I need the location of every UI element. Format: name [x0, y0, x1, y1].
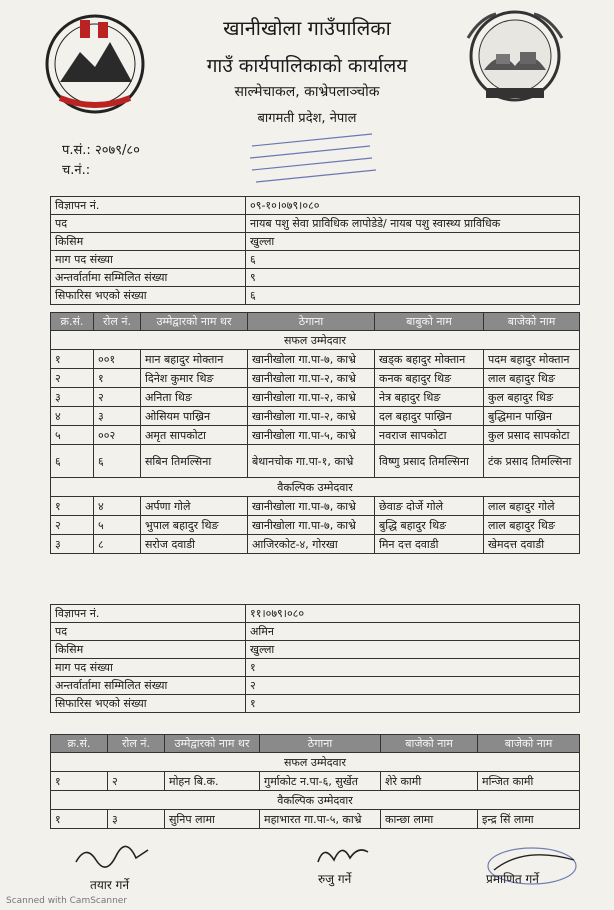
info-value: १ — [246, 659, 580, 677]
table-row — [51, 810, 580, 829]
info-row — [51, 695, 580, 713]
section-title: सफल उम्मेदवार — [51, 753, 580, 772]
cell: बुद्धिमान पाख्रिन — [484, 407, 580, 426]
info-label: सिफारिस भएको संख्या — [51, 287, 246, 305]
table-row — [51, 445, 580, 478]
cell: भुपाल बहादुर थिङ — [141, 516, 248, 535]
cell: लाल बहादुर थिङ — [484, 516, 580, 535]
info-value: १ — [246, 695, 580, 713]
cell: ६ — [51, 445, 94, 478]
info-row — [51, 215, 580, 233]
info-row — [51, 287, 580, 305]
cell: खानीखोला गा.पा-२, काभ्रे — [248, 388, 375, 407]
info-row — [51, 623, 580, 641]
cell: १ — [51, 497, 94, 516]
section-row — [51, 331, 580, 350]
info-value: ९ — [246, 269, 580, 287]
cell: आजिरकोट-४, गोरखा — [248, 535, 375, 554]
cell: १ — [51, 810, 108, 829]
section-title: वैकल्पिक उम्मेदवार — [51, 791, 580, 810]
dispatch-number: च.नं.: — [62, 163, 91, 178]
cell: ३ — [94, 407, 141, 426]
table-row — [51, 350, 580, 369]
office-stamp-icon — [242, 128, 382, 192]
notice-1-candidates-table — [50, 312, 580, 554]
col-header: ठेगाना — [248, 313, 375, 331]
info-label: विज्ञापन नं. — [51, 605, 246, 623]
col-header: क्र.सं. — [51, 735, 108, 753]
info-row — [51, 659, 580, 677]
info-label: माग पद संख्या — [51, 659, 246, 677]
col-header: रोल नं. — [108, 735, 165, 753]
info-label: पद — [51, 623, 246, 641]
cell: लाल बहादुर गोले — [484, 497, 580, 516]
col-header: बाजेको नाम — [484, 313, 580, 331]
info-value: २ — [246, 677, 580, 695]
cell: २ — [51, 369, 94, 388]
section-title: सफल उम्मेदवार — [51, 331, 580, 350]
table-row — [51, 369, 580, 388]
cell: अर्पणा गोले — [141, 497, 248, 516]
table-row — [51, 426, 580, 445]
info-row — [51, 197, 580, 215]
cell: ५ — [94, 516, 141, 535]
cell: गुर्माकोट न.पा-६, सुर्खेत — [260, 772, 381, 791]
cell: ००१ — [94, 350, 141, 369]
col-header: उम्मेद्वारको नाम थर — [141, 313, 248, 331]
info-label: अन्तर्वार्तामा सम्मिलित संख्या — [51, 677, 246, 695]
header-province: बागमती प्रदेश, नेपाल — [257, 111, 357, 126]
cell: लाल बहादुर थिङ — [484, 369, 580, 388]
section-row — [51, 791, 580, 810]
info-value: ०९-१०।०७९।०८० — [246, 197, 580, 215]
cell: मोहन बि.क. — [165, 772, 260, 791]
info-value: खुल्ला — [246, 641, 580, 659]
cell: कुल प्रसाद सापकोटा — [484, 426, 580, 445]
cell: २ — [108, 772, 165, 791]
ref-number: प.सं.: २०७९/८० — [62, 143, 140, 158]
col-header: क्र.सं. — [51, 313, 94, 331]
cell: ३ — [51, 388, 94, 407]
cell: मान बहादुर मोक्तान — [141, 350, 248, 369]
cell: कुल बहादुर थिङ — [484, 388, 580, 407]
info-value: ६ — [246, 251, 580, 269]
cell: बेथानचोक गा.पा-१, काभ्रे — [248, 445, 375, 478]
cell: १ — [51, 350, 94, 369]
section-row — [51, 753, 580, 772]
cell: ४ — [51, 407, 94, 426]
col-header: बाजेको नाम — [381, 735, 478, 753]
section-title: वैकल्पिक उम्मेदवार — [51, 478, 580, 497]
col-header: बाबुको नाम — [375, 313, 484, 331]
info-row — [51, 251, 580, 269]
cell: खानीखोला गा.पा-७, काभ्रे — [248, 516, 375, 535]
col-header: रोल नं. — [94, 313, 141, 331]
cell: मिन दत्त दवाडी — [375, 535, 484, 554]
cell: खानीखोला गा.पा-७, काभ्रे — [248, 350, 375, 369]
table-row — [51, 388, 580, 407]
notice-2-candidates-table — [50, 734, 580, 829]
checked-by-label: रुजु गर्ने — [318, 872, 352, 886]
cell: ८ — [94, 535, 141, 554]
cell: महाभारत गा.पा-५, काभ्रे — [260, 810, 381, 829]
table-header-row — [51, 735, 580, 753]
cell: नेत्र बहादुर थिङ — [375, 388, 484, 407]
cell: शेरे कामी — [381, 772, 478, 791]
header-office-name: गाउँ कार्यपालिकाको कार्यालय — [206, 55, 408, 77]
cell: खानीखोला गा.पा-२, काभ्रे — [248, 407, 375, 426]
cell: सबिन तिमल्सिना — [141, 445, 248, 478]
table-row — [51, 497, 580, 516]
notice-2-info-table — [50, 604, 580, 713]
cell: खानीखोला गा.पा-२, काभ्रे — [248, 369, 375, 388]
cell: बुद्धि बहादुर थिङ — [375, 516, 484, 535]
info-label: किसिम — [51, 233, 246, 251]
cell: ३ — [108, 810, 165, 829]
info-value: ११।०७९।०८० — [246, 605, 580, 623]
cell: ५ — [51, 426, 94, 445]
table-row — [51, 516, 580, 535]
info-row — [51, 233, 580, 251]
prepared-by-label: तयार गर्ने — [90, 878, 130, 892]
info-row — [51, 605, 580, 623]
notice-1-info-table — [50, 196, 580, 305]
cell: कनक बहादुर थिङ — [375, 369, 484, 388]
cell: खड्क बहादुर मोक्तान — [375, 350, 484, 369]
table-row — [51, 407, 580, 426]
scanner-watermark: Scanned with CamScanner — [6, 896, 128, 906]
cell: अमृत सापकोटा — [141, 426, 248, 445]
cell: ओसियम पाख्रिन — [141, 407, 248, 426]
cell: छेवाङ दोर्जे गोले — [375, 497, 484, 516]
table-row — [51, 535, 580, 554]
cell: खेमदत्त दवाडी — [484, 535, 580, 554]
cell: नवराज सापकोटा — [375, 426, 484, 445]
cell: २ — [94, 388, 141, 407]
cell: दल बहादुर पाख्रिन — [375, 407, 484, 426]
table-row — [51, 772, 580, 791]
cell: खानीखोला गा.पा-५, काभ्रे — [248, 426, 375, 445]
info-value: ६ — [246, 287, 580, 305]
col-header: उम्मेद्वारको नाम थर — [165, 735, 260, 753]
cell: १ — [94, 369, 141, 388]
cell: विष्णु प्रसाद तिमल्सिना — [375, 445, 484, 478]
signature-prepared-icon — [72, 842, 152, 872]
cell: ६ — [94, 445, 141, 478]
cell: २ — [51, 516, 94, 535]
cell: कान्छा लामा — [381, 810, 478, 829]
info-label: माग पद संख्या — [51, 251, 246, 269]
info-label: अन्तर्वार्तामा सम्मिलित संख्या — [51, 269, 246, 287]
info-value: अमिन — [246, 623, 580, 641]
cell: ४ — [94, 497, 141, 516]
cell: टंक प्रसाद तिमल्सिना — [484, 445, 580, 478]
table-header-row — [51, 313, 580, 331]
info-label: विज्ञापन नं. — [51, 197, 246, 215]
info-row — [51, 677, 580, 695]
cell: अनिता थिङ — [141, 388, 248, 407]
col-header: ठेगाना — [260, 735, 381, 753]
cell: ००२ — [94, 426, 141, 445]
info-label: सिफारिस भएको संख्या — [51, 695, 246, 713]
header-address: साल्मेचाकल, काभ्रेपलाञ्चोक — [234, 84, 380, 100]
info-label: किसिम — [51, 641, 246, 659]
cell: पदम बहादुर मोक्तान — [484, 350, 580, 369]
info-row — [51, 641, 580, 659]
info-value: खुल्ला — [246, 233, 580, 251]
col-header: बाजेको नाम — [478, 735, 580, 753]
signature-checked-icon — [312, 840, 372, 870]
info-value: नायब पशु सेवा प्राविधिक लापोडेडे/ नायब पशु स्वास्थ्य प्राविधिक — [246, 215, 580, 233]
cell: सरोज दवाडी — [141, 535, 248, 554]
cell: १ — [51, 772, 108, 791]
cell: खानीखोला गा.पा-७, काभ्रे — [248, 497, 375, 516]
cell: सुनिप लामा — [165, 810, 260, 829]
cell: दिनेश कुमार थिङ — [141, 369, 248, 388]
approved-by-label: प्रमाणित गर्ने — [486, 872, 539, 886]
info-label: पद — [51, 215, 246, 233]
info-row — [51, 269, 580, 287]
header-municipality-name: खानीखोला गाउँपालिका — [223, 16, 391, 40]
cell: ३ — [51, 535, 94, 554]
section-row — [51, 478, 580, 497]
cell: मन्जित कामी — [478, 772, 580, 791]
cell: इन्द्र सिं लामा — [478, 810, 580, 829]
